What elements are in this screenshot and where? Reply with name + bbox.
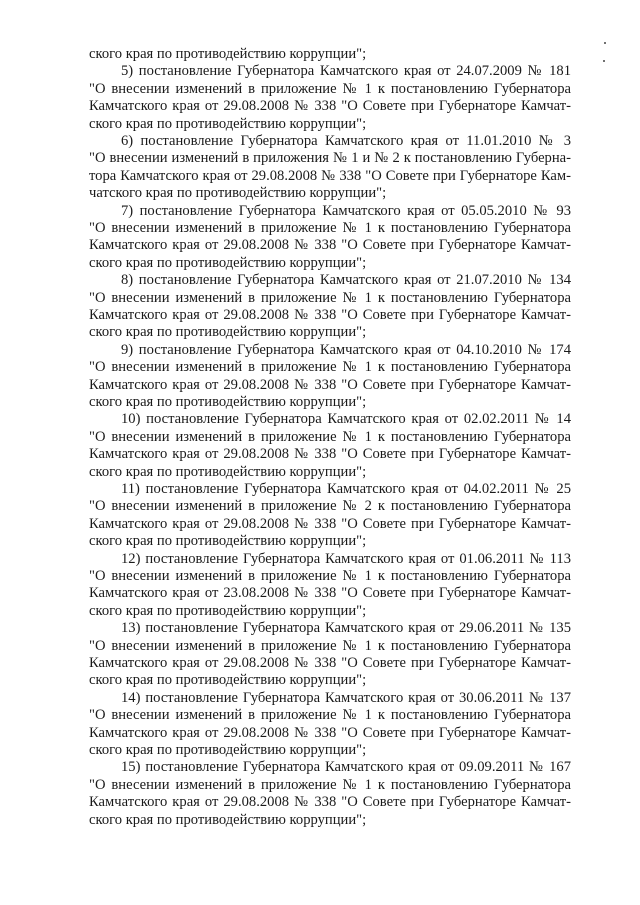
list-item-heading-line: 8) постановление Губернатора Камчатского края от 21.07.2010 № 134 xyxy=(121,272,571,289)
text-line: ского края по противодействию коррупции"; xyxy=(89,672,367,689)
text-line: ского края по противодействию коррупции"; xyxy=(89,324,367,341)
scan-speck xyxy=(603,60,605,62)
text-line: "О внесении изменений в приложение № 1 к постановлению Губернатора xyxy=(89,289,571,306)
text-line: "О внесении изменений в приложение № 1 к постановлению Губернатора xyxy=(89,637,571,654)
text-line: "О внесении изменений в приложение № 1 к постановлению Губернатора xyxy=(89,428,571,445)
text-line: "О внесении изменений в приложение № 1 к постановлению Губернатора xyxy=(89,707,571,724)
list-item-heading-line: 14) постановление Губернатора Камчатского края от 30.06.2011 № 137 xyxy=(121,689,571,706)
text-line: Камчатского края от 29.08.2008 № 338 "О Совете при Губернаторе Камчат- xyxy=(89,446,571,463)
text-line: ского края по противодействию коррупции"; xyxy=(89,811,367,828)
text-line: Камчатского края от 29.08.2008 № 338 "О Совете при Губернаторе Камчат- xyxy=(89,376,571,393)
text-line: Камчатского края от 29.08.2008 № 338 "О Совете при Губернаторе Камчат- xyxy=(89,724,571,741)
text-line: "О внесении изменений в приложение № 1 к постановлению Губернатора xyxy=(89,359,571,376)
list-item-heading-line: 7) постановление Губернатора Камчатского края от 05.05.2010 № 93 xyxy=(121,202,571,219)
text-line: "О внесении изменений в приложение № 1 к постановлению Губернатора xyxy=(89,776,571,793)
text-line: ского края по противодействию коррупции"; xyxy=(89,46,367,62)
text-line: чатского края по противодействию коррупции"; xyxy=(89,185,387,202)
scan-speck xyxy=(604,42,606,44)
list-item-heading-line: 11) постановление Губернатора Камчатского края от 04.02.2011 № 25 xyxy=(121,481,571,497)
text-line: ского края по противодействию коррупции"; xyxy=(89,533,367,550)
list-item-heading-line: 15) постановление Губернатора Камчатского края от 09.09.2011 № 167 xyxy=(121,759,571,776)
text-line: Камчатского края от 29.08.2008 № 338 "О Совете при Губернаторе Камчат- xyxy=(89,794,571,811)
text-line: Камчатского края от 29.08.2008 № 338 "О Совете при Губернаторе Камчат- xyxy=(89,98,571,115)
text-line: Камчатского края от 29.08.2008 № 338 "О Совете при Губернаторе Камчат- xyxy=(89,237,571,254)
text-line: Камчатского края от 29.08.2008 № 338 "О Совете при Губернаторе Камчат- xyxy=(89,655,571,671)
list-item-heading-line: 6) постановление Губернатора Камчатского края от 11.01.2010 № 3 xyxy=(121,133,571,149)
text-line: ского края по противодействию коррупции"; xyxy=(89,254,367,271)
text-line: ского края по противодействию коррупции"; xyxy=(89,463,367,480)
text-line: ского края по противодействию коррупции"; xyxy=(89,742,367,758)
list-item-heading-line: 10) постановление Губернатора Камчатского края от 02.02.2011 № 14 xyxy=(121,411,571,428)
text-line: ского края по противодействию коррупции"; xyxy=(89,602,367,619)
text-line: Камчатского края от 23.08.2008 № 338 "О Совете при Губернаторе Камчат- xyxy=(89,585,571,602)
text-line: ского края по противодействию коррупции"; xyxy=(89,115,367,132)
text-line: "О внесении изменений в приложение № 2 к постановлению Губернатора xyxy=(89,498,571,515)
text-line: "О внесении изменений в приложение № 1 к постановлению Губернатора xyxy=(89,568,571,584)
text-line: "О внесении изменений в приложение № 1 к постановлению Губернатора xyxy=(89,220,571,236)
text-line: Камчатского края от 29.08.2008 № 338 "О Совете при Губернаторе Камчат- xyxy=(89,307,571,323)
text-line: тора Камчатского края от 29.08.2008 № 338 "О Совете при Губернаторе Кам- xyxy=(89,167,571,184)
list-item-heading-line: 5) постановление Губернатора Камчатского края от 24.07.2009 № 181 xyxy=(121,63,571,80)
text-line: ского края по противодействию коррупции"; xyxy=(89,394,367,410)
list-item-heading-line: 13) постановление Губернатора Камчатского края от 29.06.2011 № 135 xyxy=(121,620,571,637)
text-line: "О внесении изменений в приложение № 1 к постановлению Губернатора xyxy=(89,80,571,97)
list-item-heading-line: 9) постановление Губернатора Камчатского края от 04.10.2010 № 174 xyxy=(121,341,571,358)
text-line: "О внесении изменений в приложения № 1 и № 2 к постановлению Губерна- xyxy=(89,150,571,167)
list-item-heading-line: 12) постановление Губернатора Камчатского края от 01.06.2011 № 113 xyxy=(121,550,571,567)
text-line: Камчатского края от 29.08.2008 № 338 "О Совете при Губернаторе Камчат- xyxy=(89,515,571,532)
